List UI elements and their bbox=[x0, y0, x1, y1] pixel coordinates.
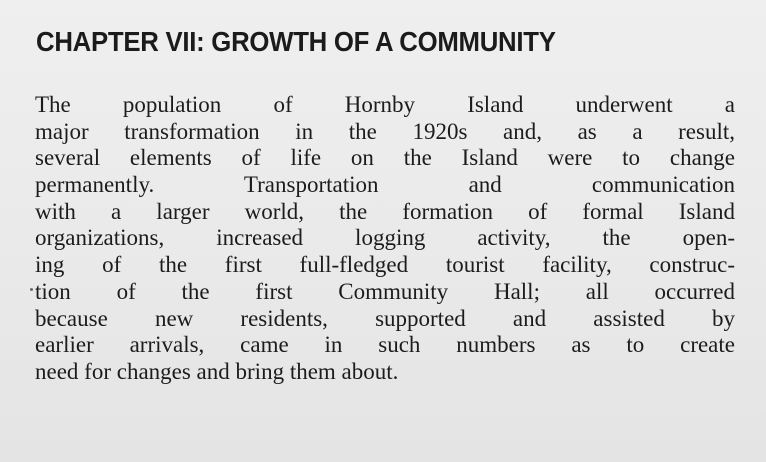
paragraph-line: need for changes and bring them about. bbox=[35, 358, 399, 384]
paragraph-line: organizations, increased logging activity, the open- bbox=[35, 225, 735, 251]
paragraph-line: major transformation in the 1920s and, as a result, bbox=[35, 118, 735, 144]
paragraph-line: because new residents, supported and assisted by bbox=[35, 305, 735, 331]
chapter-heading: CHAPTER VII: GROWTH OF A COMMUNITY bbox=[36, 26, 556, 57]
paragraph-line: tion of the first Community Hall; all occurred bbox=[35, 278, 735, 304]
ink-speck bbox=[30, 288, 33, 291]
body-paragraph bbox=[35, 92, 735, 386]
paragraph-line: permanently. Transportation and communication bbox=[35, 172, 735, 198]
paragraph-line: The population of Hornby Island underwent a bbox=[35, 92, 735, 117]
paragraph-line: earlier arrivals, came in such numbers as to create bbox=[35, 332, 735, 358]
paragraph-line: ing of the first full-fledged tourist facility, construc- bbox=[35, 252, 735, 278]
paragraph-line: several elements of life on the Island were to change bbox=[35, 145, 735, 171]
paragraph-line: with a larger world, the formation of formal Island bbox=[35, 198, 735, 224]
